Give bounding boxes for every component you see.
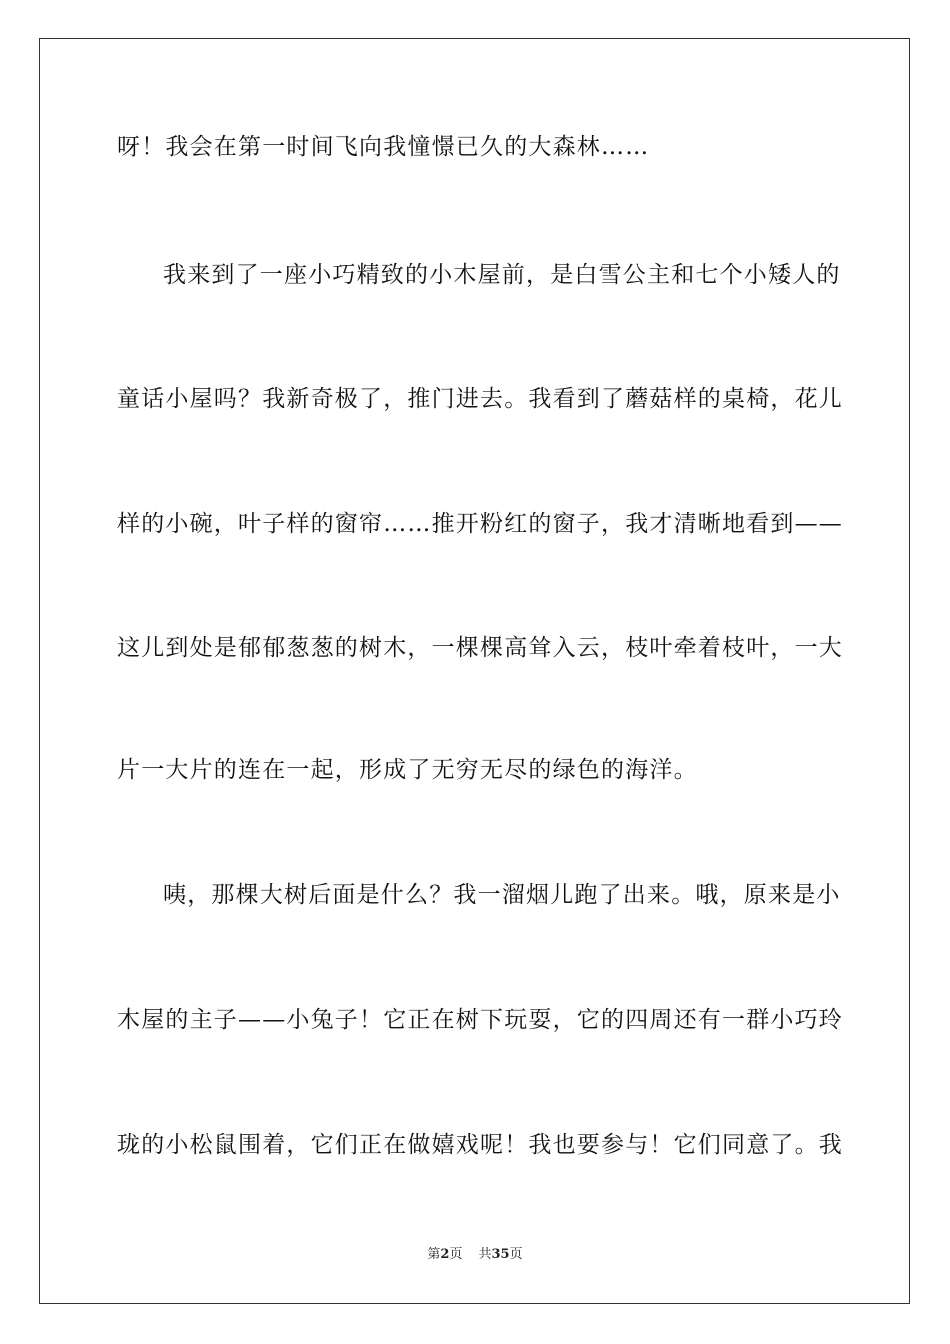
footer-page-suffix: 页 <box>449 1247 463 1262</box>
text-line-1: 呀！我会在第一时间飞向我憧憬已久的大森林…… <box>117 134 650 160</box>
page-border <box>39 38 910 1304</box>
text-line-7: 咦，那棵大树后面是什么？我一溜烟儿跑了出来。哦，原来是小 <box>163 882 841 908</box>
text-line-3: 童话小屋吗？我新奇极了，推门进去。我看到了蘑菇样的桌椅，花儿 <box>117 386 843 412</box>
text-line-4: 样的小碗，叶子样的窗帘……推开粉红的窗子，我才清晰地看到—— <box>117 511 843 537</box>
text-line-5: 这儿到处是郁郁葱葱的树木，一棵棵高耸入云，枝叶牵着枝叶，一大 <box>117 635 843 661</box>
text-line-8: 木屋的主子——小兔子！它正在树下玩耍，它的四周还有一群小巧玲 <box>117 1007 843 1033</box>
text-line-6: 片一大片的连在一起，形成了无穷无尽的绿色的海洋。 <box>117 757 698 783</box>
footer-total-pages: 35 <box>491 1247 510 1262</box>
footer-total-suffix: 页 <box>509 1247 523 1262</box>
footer-page-prefix: 第 <box>427 1247 441 1262</box>
footer-page-number: 2 <box>440 1247 450 1262</box>
page-footer <box>0 1246 950 1264</box>
footer-total-prefix: 共 <box>478 1247 492 1262</box>
text-line-9: 珑的小松鼠围着，它们正在做嬉戏呢！我也要参与！它们同意了。我 <box>117 1132 843 1158</box>
text-line-2: 我来到了一座小巧精致的小木屋前，是白雪公主和七个小矮人的 <box>163 262 841 288</box>
